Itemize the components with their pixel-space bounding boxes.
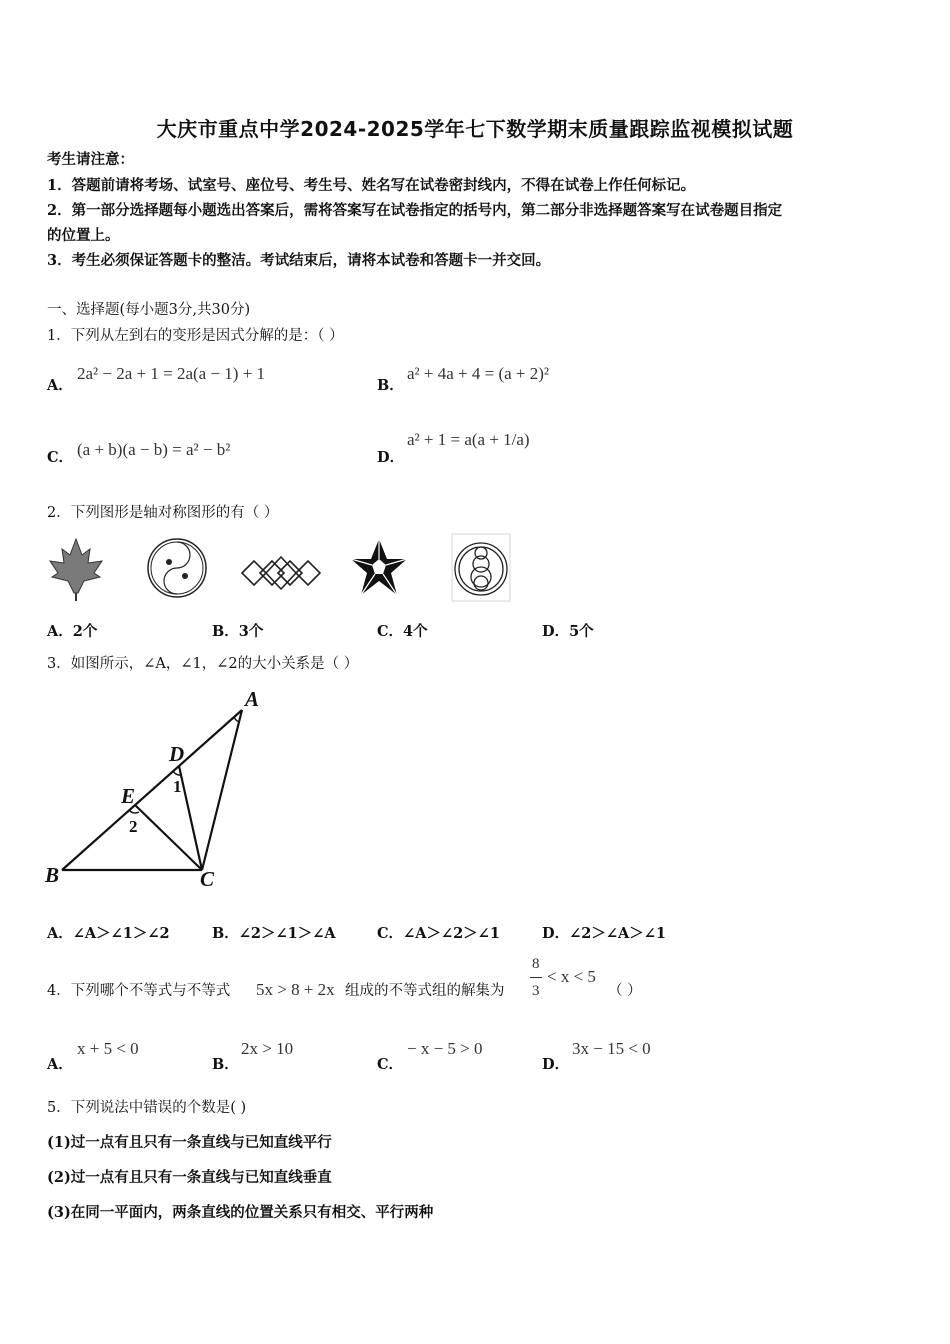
q4-stem-prefix: 4．下列哪个不等式与不等式: [47, 983, 231, 999]
segment-ec: [135, 805, 202, 870]
q4-option-b-label: B．: [212, 1056, 239, 1073]
q4-option-a-expr: x + 5 < 0: [77, 1039, 139, 1058]
segment-dc: [179, 766, 202, 870]
q2-option-b: B．3个: [212, 623, 264, 640]
notice-heading: 考生请注意：: [47, 151, 134, 168]
q2-option-a: A．2个: [47, 623, 98, 640]
q3-option-d: D．∠2＞∠A＞∠1: [542, 925, 666, 942]
notice-item-1: 1．答题前请将考场、试室号、座位号、考生号、姓名写在试卷密封线内，不得在试卷上作任何标记。: [47, 177, 696, 194]
symmetry-figures: [44, 533, 514, 603]
q4-inequality: 5x > 8 + 2x: [256, 980, 335, 999]
pentagon-star-icon: [351, 539, 407, 595]
q5-statement-1: (1)过一点有且只有一条直线与已知直线平行: [47, 1134, 332, 1151]
q3-option-b: B．∠2＞∠1＞∠A: [212, 925, 336, 942]
q5-stem: 5．下列说法中错误的个数是( ): [47, 1100, 247, 1116]
angle-label-1: 1: [173, 777, 182, 796]
q4-fraction-numerator: 8: [532, 956, 540, 972]
q1-option-b-label: B．: [377, 377, 404, 394]
segment-ba: [62, 710, 242, 870]
knot-pattern-icon: [242, 557, 320, 589]
notice-item-2a: 2．第一部分选择题每小题选出答案后，需将答案写在试卷指定的括号内，第二部分非选择题答案写在试卷题目指定: [47, 202, 783, 219]
q4-option-c-label: C．: [377, 1056, 404, 1073]
notice-item-2b: 的位置上。: [47, 227, 120, 244]
q1-option-a-expr: 2a² − 2a + 1 = 2a(a − 1) + 1: [77, 364, 266, 383]
q2-option-d: D．5个: [542, 623, 594, 640]
q1-option-a-label: A．: [47, 377, 73, 394]
segment-ac: [202, 710, 242, 870]
vertex-label-d: D: [169, 742, 185, 766]
maple-leaf-icon: [50, 539, 102, 601]
concentric-circles-icon: [452, 534, 510, 601]
q3-option-a: A．∠A＞∠1＞∠2: [47, 925, 170, 942]
vertex-label-e: E: [121, 784, 136, 808]
angle-label-2: 2: [129, 817, 138, 836]
q4-option-a-label: A．: [47, 1056, 73, 1073]
q1-option-b-expr: a² + 4a + 4 = (a + 2)²: [407, 364, 550, 383]
q1-option-c-label: C．: [47, 449, 74, 466]
notice-item-3: 3．考生必须保证答题卡的整洁。考试结束后，请将本试卷和答题卡一并交回。: [47, 252, 551, 269]
q4-option-c-expr: − x − 5 > 0: [407, 1039, 483, 1058]
q3-option-c: C．∠A＞∠2＞∠1: [377, 925, 500, 942]
q4-fraction-denominator: 3: [532, 983, 540, 999]
q1-stem: 1．下列从左到右的变形是因式分解的是：（ ）: [47, 328, 344, 344]
vertex-label-a: A: [245, 687, 260, 711]
page-title: 大庆市重点中学2024-2025学年七下数学期末质量跟踪监视模拟试题: [156, 117, 794, 141]
triangle-figure: [40, 682, 280, 892]
section-heading: 一、选择题(每小题3分,共30分): [47, 302, 251, 318]
q4-solution-range: < x < 5: [547, 967, 596, 986]
q4-stem-middle: 组成的不等式组的解集为: [345, 983, 505, 999]
q4-option-d-expr: 3x − 15 < 0: [572, 1039, 651, 1058]
q4-option-d-label: D．: [542, 1056, 570, 1073]
q1-option-d-label: D．: [377, 449, 405, 466]
q1-option-c-expr: (a + b)(a − b) = a² − b²: [77, 440, 231, 459]
q2-stem: 2．下列图形是轴对称图形的有（ ）: [47, 505, 279, 521]
q4-option-b-expr: 2x > 10: [241, 1039, 294, 1058]
yin-yang-icon: [148, 539, 206, 597]
q1-option-d-expr: a² + 1 = a(a + 1/a): [407, 430, 530, 449]
q3-stem: 3．如图所示，∠A，∠1，∠2的大小关系是（ ）: [47, 656, 359, 672]
vertex-label-b: B: [45, 863, 60, 887]
q5-statement-3: (3)在同一平面内，两条直线的位置关系只有相交、平行两种: [47, 1204, 434, 1221]
q4-answer-paren: （ ）: [608, 983, 642, 999]
q2-option-c: C．4个: [377, 623, 428, 640]
angle-a-arc: [234, 717, 239, 722]
q4-fraction-bar: [530, 977, 542, 978]
vertex-label-c: C: [200, 867, 215, 891]
q5-statement-2: (2)过一点有且只有一条直线与已知直线垂直: [47, 1169, 332, 1186]
